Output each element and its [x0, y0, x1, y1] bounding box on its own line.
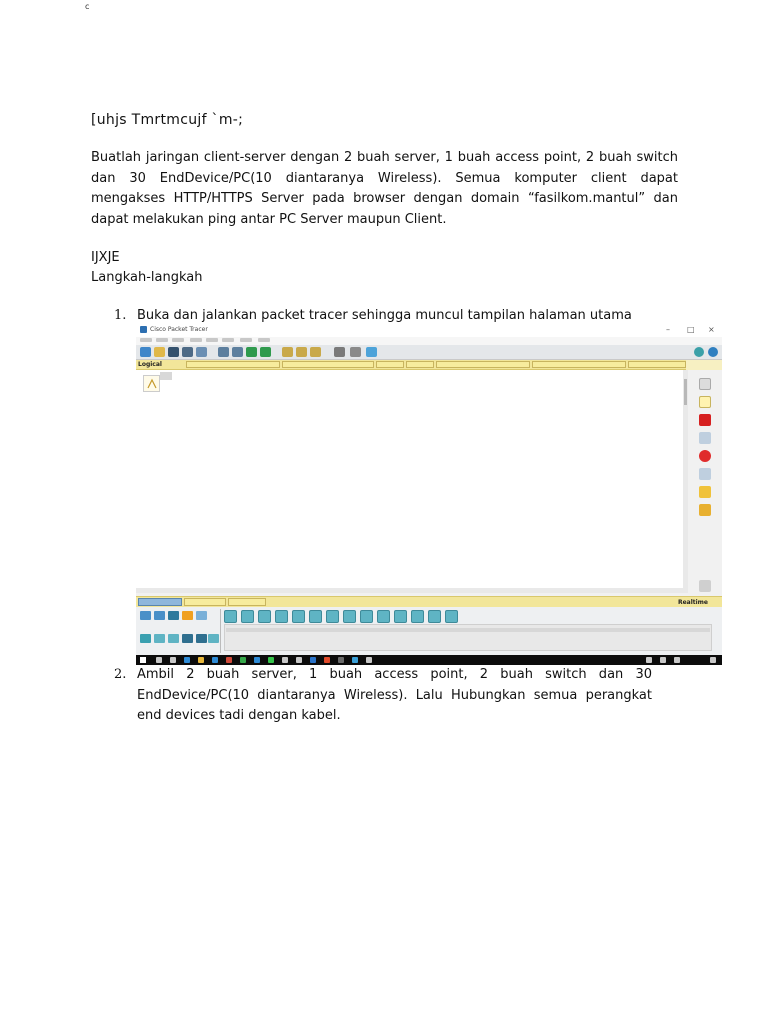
toolbar-field[interactable]: [436, 361, 530, 368]
workspace-tab[interactable]: [160, 372, 172, 380]
toolbar-field[interactable]: [282, 361, 374, 368]
menu-item[interactable]: [206, 338, 218, 342]
corner-mark: c: [85, 2, 90, 11]
zoom-out-icon[interactable]: [310, 347, 321, 357]
taskbar-app-icon[interactable]: [296, 657, 302, 663]
cluster-icon[interactable]: [143, 375, 160, 392]
router-icon[interactable]: [326, 610, 339, 623]
menu-bar: [136, 337, 722, 345]
logical-toolbar: [136, 360, 686, 370]
device-type-icon[interactable]: [154, 611, 165, 620]
zoom-in-icon[interactable]: [282, 347, 293, 357]
menu-item[interactable]: [190, 338, 202, 342]
draw-circle-icon[interactable]: [699, 450, 711, 462]
step-number: 1.: [114, 308, 127, 323]
mode-tab[interactable]: [228, 598, 266, 606]
mode-bar: [136, 596, 722, 607]
menu-item[interactable]: [258, 338, 270, 342]
palette-icon[interactable]: [334, 347, 345, 357]
taskbar-app-icon[interactable]: [338, 657, 344, 663]
router-icon[interactable]: [428, 610, 441, 623]
router-icon[interactable]: [394, 610, 407, 623]
toolbar-field[interactable]: [186, 361, 280, 368]
realtime-label: Realtime: [677, 599, 708, 606]
device-type-icon[interactable]: [168, 611, 179, 620]
task-view-icon[interactable]: [170, 657, 176, 663]
packet-tracer-screenshot: [136, 323, 722, 665]
notification-icon[interactable]: [710, 657, 716, 663]
router-icon[interactable]: [445, 610, 458, 623]
router-icon[interactable]: [343, 610, 356, 623]
toolbar-field[interactable]: [532, 361, 626, 368]
subheading: IJXJE: [91, 250, 120, 265]
wizard-icon[interactable]: [196, 347, 207, 357]
menu-item[interactable]: [140, 338, 152, 342]
router-icon[interactable]: [275, 610, 288, 623]
info-icon[interactable]: [694, 347, 704, 357]
help-icon[interactable]: [708, 347, 718, 357]
toolbar-field[interactable]: [376, 361, 404, 368]
cluster-icon[interactable]: [366, 347, 377, 357]
realtime-mode-icon[interactable]: [699, 580, 711, 592]
device-type-icon[interactable]: [168, 634, 179, 643]
scrollbar-thumb[interactable]: [684, 379, 687, 405]
step-text: Buka dan jalankan packet tracer sehingga muncul tampilan halaman utama: [137, 308, 632, 323]
paste-icon[interactable]: [232, 347, 243, 357]
maximize-icon[interactable]: □: [687, 325, 695, 334]
custom-device-icon[interactable]: [350, 347, 361, 357]
device-type-icon[interactable]: [208, 634, 219, 643]
toolbar-field[interactable]: [628, 361, 686, 368]
menu-item[interactable]: [172, 338, 184, 342]
minimize-icon[interactable]: –: [666, 325, 670, 334]
wifi-icon[interactable]: [660, 657, 666, 663]
window-title: Cisco Packet Tracer: [150, 326, 208, 333]
workspace-hscrollbar[interactable]: [136, 588, 688, 593]
taskbar-app-icon[interactable]: [324, 657, 330, 663]
panel-scrollbar[interactable]: [226, 628, 710, 632]
taskbar-app-icon[interactable]: [184, 657, 190, 663]
router-icon[interactable]: [224, 610, 237, 623]
menu-item[interactable]: [156, 338, 168, 342]
router-icon[interactable]: [377, 610, 390, 623]
device-type-icon[interactable]: [154, 634, 165, 643]
delete-icon[interactable]: [699, 414, 711, 426]
copy-icon[interactable]: [218, 347, 229, 357]
mode-tab[interactable]: [138, 598, 182, 606]
windows-start-icon[interactable]: [140, 657, 146, 663]
router-icon[interactable]: [360, 610, 373, 623]
vscode-icon[interactable]: [310, 657, 316, 663]
app-icon: [140, 326, 147, 333]
toolbar-field[interactable]: [406, 361, 434, 368]
logical-toolbar-end: [686, 360, 722, 370]
zoom-reset-icon[interactable]: [296, 347, 307, 357]
task-description: Buatlah jaringan client-server dengan 2 buah server, 1 buah access point, 2 buah switch dan 30 EndDevice/PC(10 diantaranya Wireless). Semua komputer client dapat mengakses HTTP/HTTPS Server pada browser dengan domain “fasilkom.mantul” dan dapat melakukan ping antar PC Server maupun Client.: [91, 150, 678, 227]
taskbar-app-icon[interactable]: [366, 657, 372, 663]
open-folder-icon[interactable]: [154, 347, 165, 357]
taskbar-app-icon[interactable]: [226, 657, 232, 663]
search-icon[interactable]: [156, 657, 162, 663]
router-icon[interactable]: [258, 610, 271, 623]
router-icon[interactable]: [241, 610, 254, 623]
tray-icon[interactable]: [646, 657, 652, 663]
device-type-icon[interactable]: [140, 634, 151, 643]
file-explorer-icon[interactable]: [198, 657, 204, 663]
taskbar-app-icon[interactable]: [282, 657, 288, 663]
note-icon[interactable]: [699, 396, 711, 408]
toolbar: [136, 345, 722, 360]
router-icon[interactable]: [309, 610, 322, 623]
taskbar-app-icon[interactable]: [212, 657, 218, 663]
select-icon[interactable]: [699, 378, 711, 390]
window-titlebar: [136, 323, 722, 337]
device-type-icon[interactable]: [140, 611, 151, 620]
device-type-icon[interactable]: [196, 634, 207, 643]
whatsapp-icon[interactable]: [268, 657, 274, 663]
undo-icon[interactable]: [246, 347, 257, 357]
new-file-icon[interactable]: [140, 347, 151, 357]
menu-item[interactable]: [222, 338, 234, 342]
logical-workspace[interactable]: [136, 370, 686, 588]
router-icon[interactable]: [292, 610, 305, 623]
taskbar-app-icon[interactable]: [254, 657, 260, 663]
windows-taskbar: [136, 655, 722, 665]
add-complex-pdu-icon[interactable]: [699, 504, 711, 516]
add-simple-pdu-icon[interactable]: [699, 486, 711, 498]
device-type-icon[interactable]: [196, 611, 207, 620]
menu-item[interactable]: [240, 338, 252, 342]
packet-tracer-taskbar-icon[interactable]: [352, 657, 358, 663]
device-type-icon[interactable]: [182, 634, 193, 643]
resize-shape-icon[interactable]: [699, 468, 711, 480]
step-number: 2.: [114, 667, 127, 682]
workspace-label: Logical: [138, 361, 162, 368]
lightning-icon[interactable]: [182, 611, 193, 620]
close-icon[interactable]: ×: [708, 325, 715, 334]
taskbar-app-icon[interactable]: [240, 657, 246, 663]
panel-divider: [220, 609, 221, 653]
save-icon[interactable]: [168, 347, 179, 357]
common-tools-bar: [688, 370, 722, 596]
section-heading: [uhjs Tmrtmcujf `m-;: [91, 112, 244, 128]
step-text: Ambil 2 buah server, 1 buah access point, 2 buah switch dan 30 EndDevice/PC(10 diantaranya Wireless). Lalu Hubungkan semua perangkat end devices tadi dengan kabel.: [137, 667, 652, 724]
volume-icon[interactable]: [674, 657, 680, 663]
mode-tab[interactable]: [184, 598, 226, 606]
router-icon[interactable]: [411, 610, 424, 623]
inspect-icon[interactable]: [699, 432, 711, 444]
redo-icon[interactable]: [260, 347, 271, 357]
print-icon[interactable]: [182, 347, 193, 357]
steps-title: Langkah-langkah: [91, 270, 203, 285]
